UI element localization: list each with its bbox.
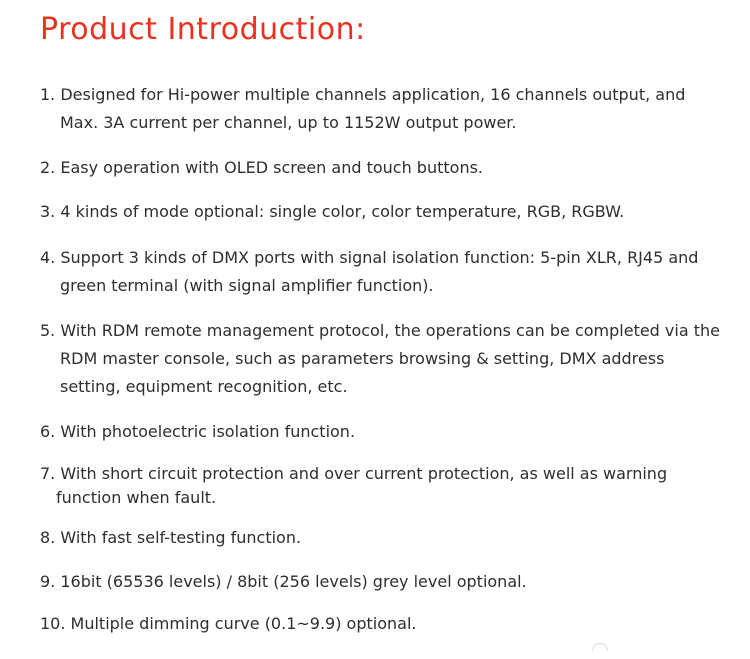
feature-item-5-line-1: 5. With RDM remote management protocol, the operations can be completed via the (40, 321, 720, 340)
feature-item-2-line-1: 2. Easy operation with OLED screen and touch buttons. (40, 158, 483, 177)
feature-item-6 (40, 418, 355, 446)
feature-item-8-line-1: 8. With fast self-testing function. (40, 528, 302, 547)
feature-item-7-line-2: function when fault. (56, 488, 217, 507)
feature-item-8 (40, 524, 301, 552)
feature-item-9-line-1: 9. 16bit (65536 levels) / 8bit (256 levels) grey level optional. (40, 572, 527, 591)
feature-item-6-line-1: 6. With photoelectric isolation function. (40, 422, 356, 441)
feature-item-4-line-1: 4. Support 3 kinds of DMX ports with signal isolation function: 5-pin XLR, RJ45 and (40, 248, 699, 267)
feature-item-5-line-3: setting, equipment recognition, etc. (60, 377, 348, 396)
feature-item-1-line-1: 1. Designed for Hi-power multiple channels application, 16 channels output, and (40, 85, 686, 104)
feature-item-10-line-1: 10. Multiple dimming curve (0.1~9.9) optional. (40, 614, 417, 633)
feature-item-4 (40, 244, 698, 300)
feature-item-9 (40, 568, 527, 596)
feature-item-7-line-1: 7. With short circuit protection and over current protection, as well as warning (40, 464, 668, 483)
feature-item-4-line-2: green terminal (with signal amplifier function). (60, 276, 434, 295)
feature-item-5 (40, 317, 720, 401)
watermark-mark (592, 643, 608, 659)
feature-item-3-line-1: 3. 4 kinds of mode optional: single color, color temperature, RGB, RGBW. (40, 202, 625, 221)
feature-item-5-line-2: RDM master console, such as parameters browsing & setting, DMX address (60, 349, 665, 368)
feature-item-3 (40, 198, 624, 226)
page-title: Product Introduction: (40, 12, 366, 47)
feature-item-1 (40, 81, 685, 137)
feature-item-10 (40, 610, 416, 638)
feature-item-1-line-2: Max. 3A current per channel, up to 1152W output power. (60, 113, 517, 132)
feature-item-7 (40, 462, 667, 510)
feature-item-2 (40, 154, 483, 182)
